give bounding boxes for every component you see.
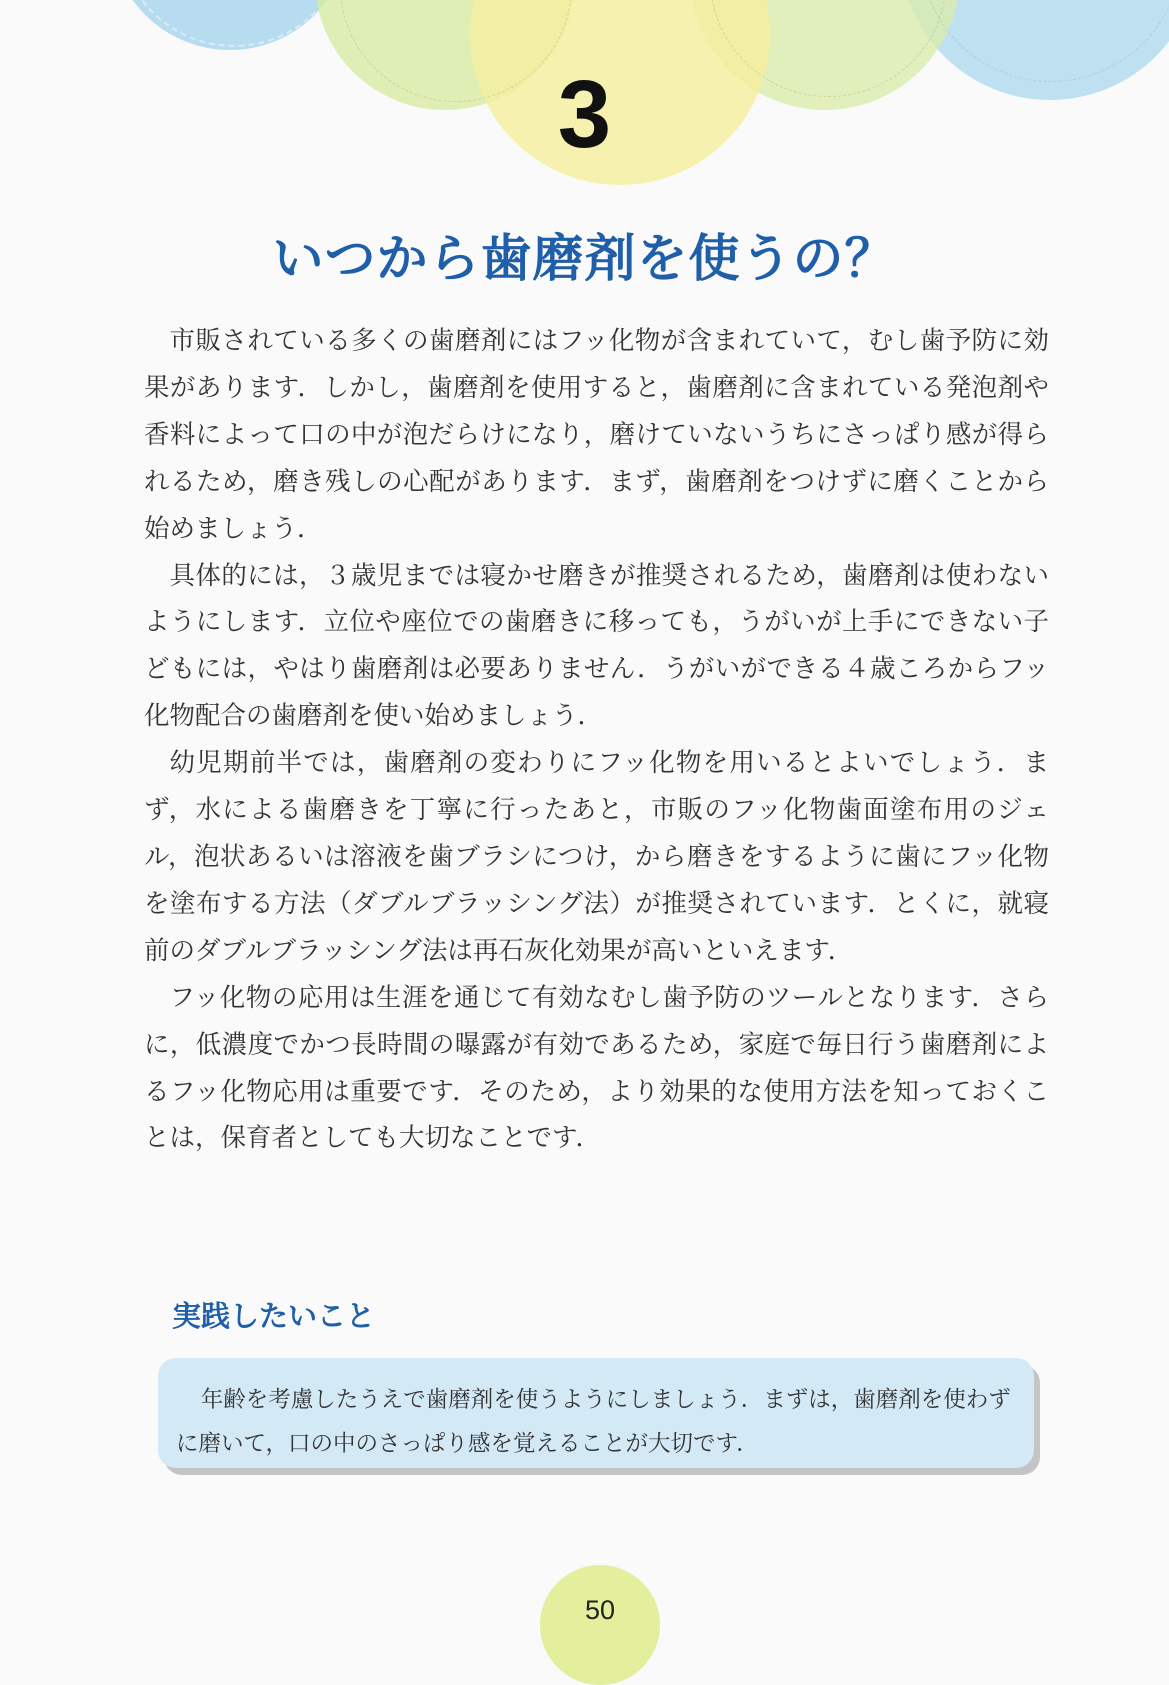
page-title: いつから歯磨剤を使うの？ [272, 230, 897, 289]
practice-heading: 実践したいこと [172, 1299, 376, 1333]
body-paragraph: 市販されている多くの歯磨剤にはフッ化物が含まれていて，むし歯予防に効果があります．しかし，歯磨剤を使用すると，歯磨剤に含まれている発泡剤や香料によって口の中が泡だらけになり，磨けていないうちにさっぱり感が得られるため，磨き残しの心配があります．まず，歯磨剤をつけずに磨くことから始めましょう． [144, 326, 1049, 544]
body-paragraph: フッ化物の応用は生涯を通じて有効なむし歯予防のツールとなります．さらに，低濃度でかつ長時間の曝露が有効であるため，家庭で毎日行う歯磨剤によるフッ化物応用は重要です．そのため，より効果的な使用方法を知っておくことは，保育者としても大切なことです． [144, 982, 1049, 1154]
page-number: 50 [584, 1595, 616, 1625]
decorative-ring-blue-left [118, 0, 350, 47]
practice-box [158, 1358, 1034, 1468]
body-paragraph: 具体的には，３歳児までは寝かせ磨きが推奨されるため，歯磨剤は使わないようにします．立位や座位での歯磨きに移っても，うがいが上手にできない子どもには，やはり歯磨剤は必要ありません．うがいができる４歳ころからフッ化物配合の歯磨剤を使い始めましょう． [144, 560, 1049, 732]
body-text [144, 318, 1049, 1162]
practice-text: 年齢を考慮したうえで歯磨剤を使うようにしましょう．まずは，歯磨剤を使わずに磨いて，口の中のさっぱり感を覚えることが大切です． [176, 1387, 1011, 1457]
chapter-number: 3 [557, 61, 612, 168]
body-paragraph: 幼児期前半では，歯磨剤の変わりにフッ化物を用いるとよいでしょう．まず，水による歯磨きを丁寧に行ったあと，市販のフッ化物歯面塗布用のジェル，泡状あるいは溶液を歯ブラシにつけ，から磨きをするように歯にフッ化物を塗布する方法（ダブルブラッシング法）が推奨されています．とくに，就寝前のダブルブラッシング法は再石灰化効果が高いといえます． [144, 748, 1049, 966]
